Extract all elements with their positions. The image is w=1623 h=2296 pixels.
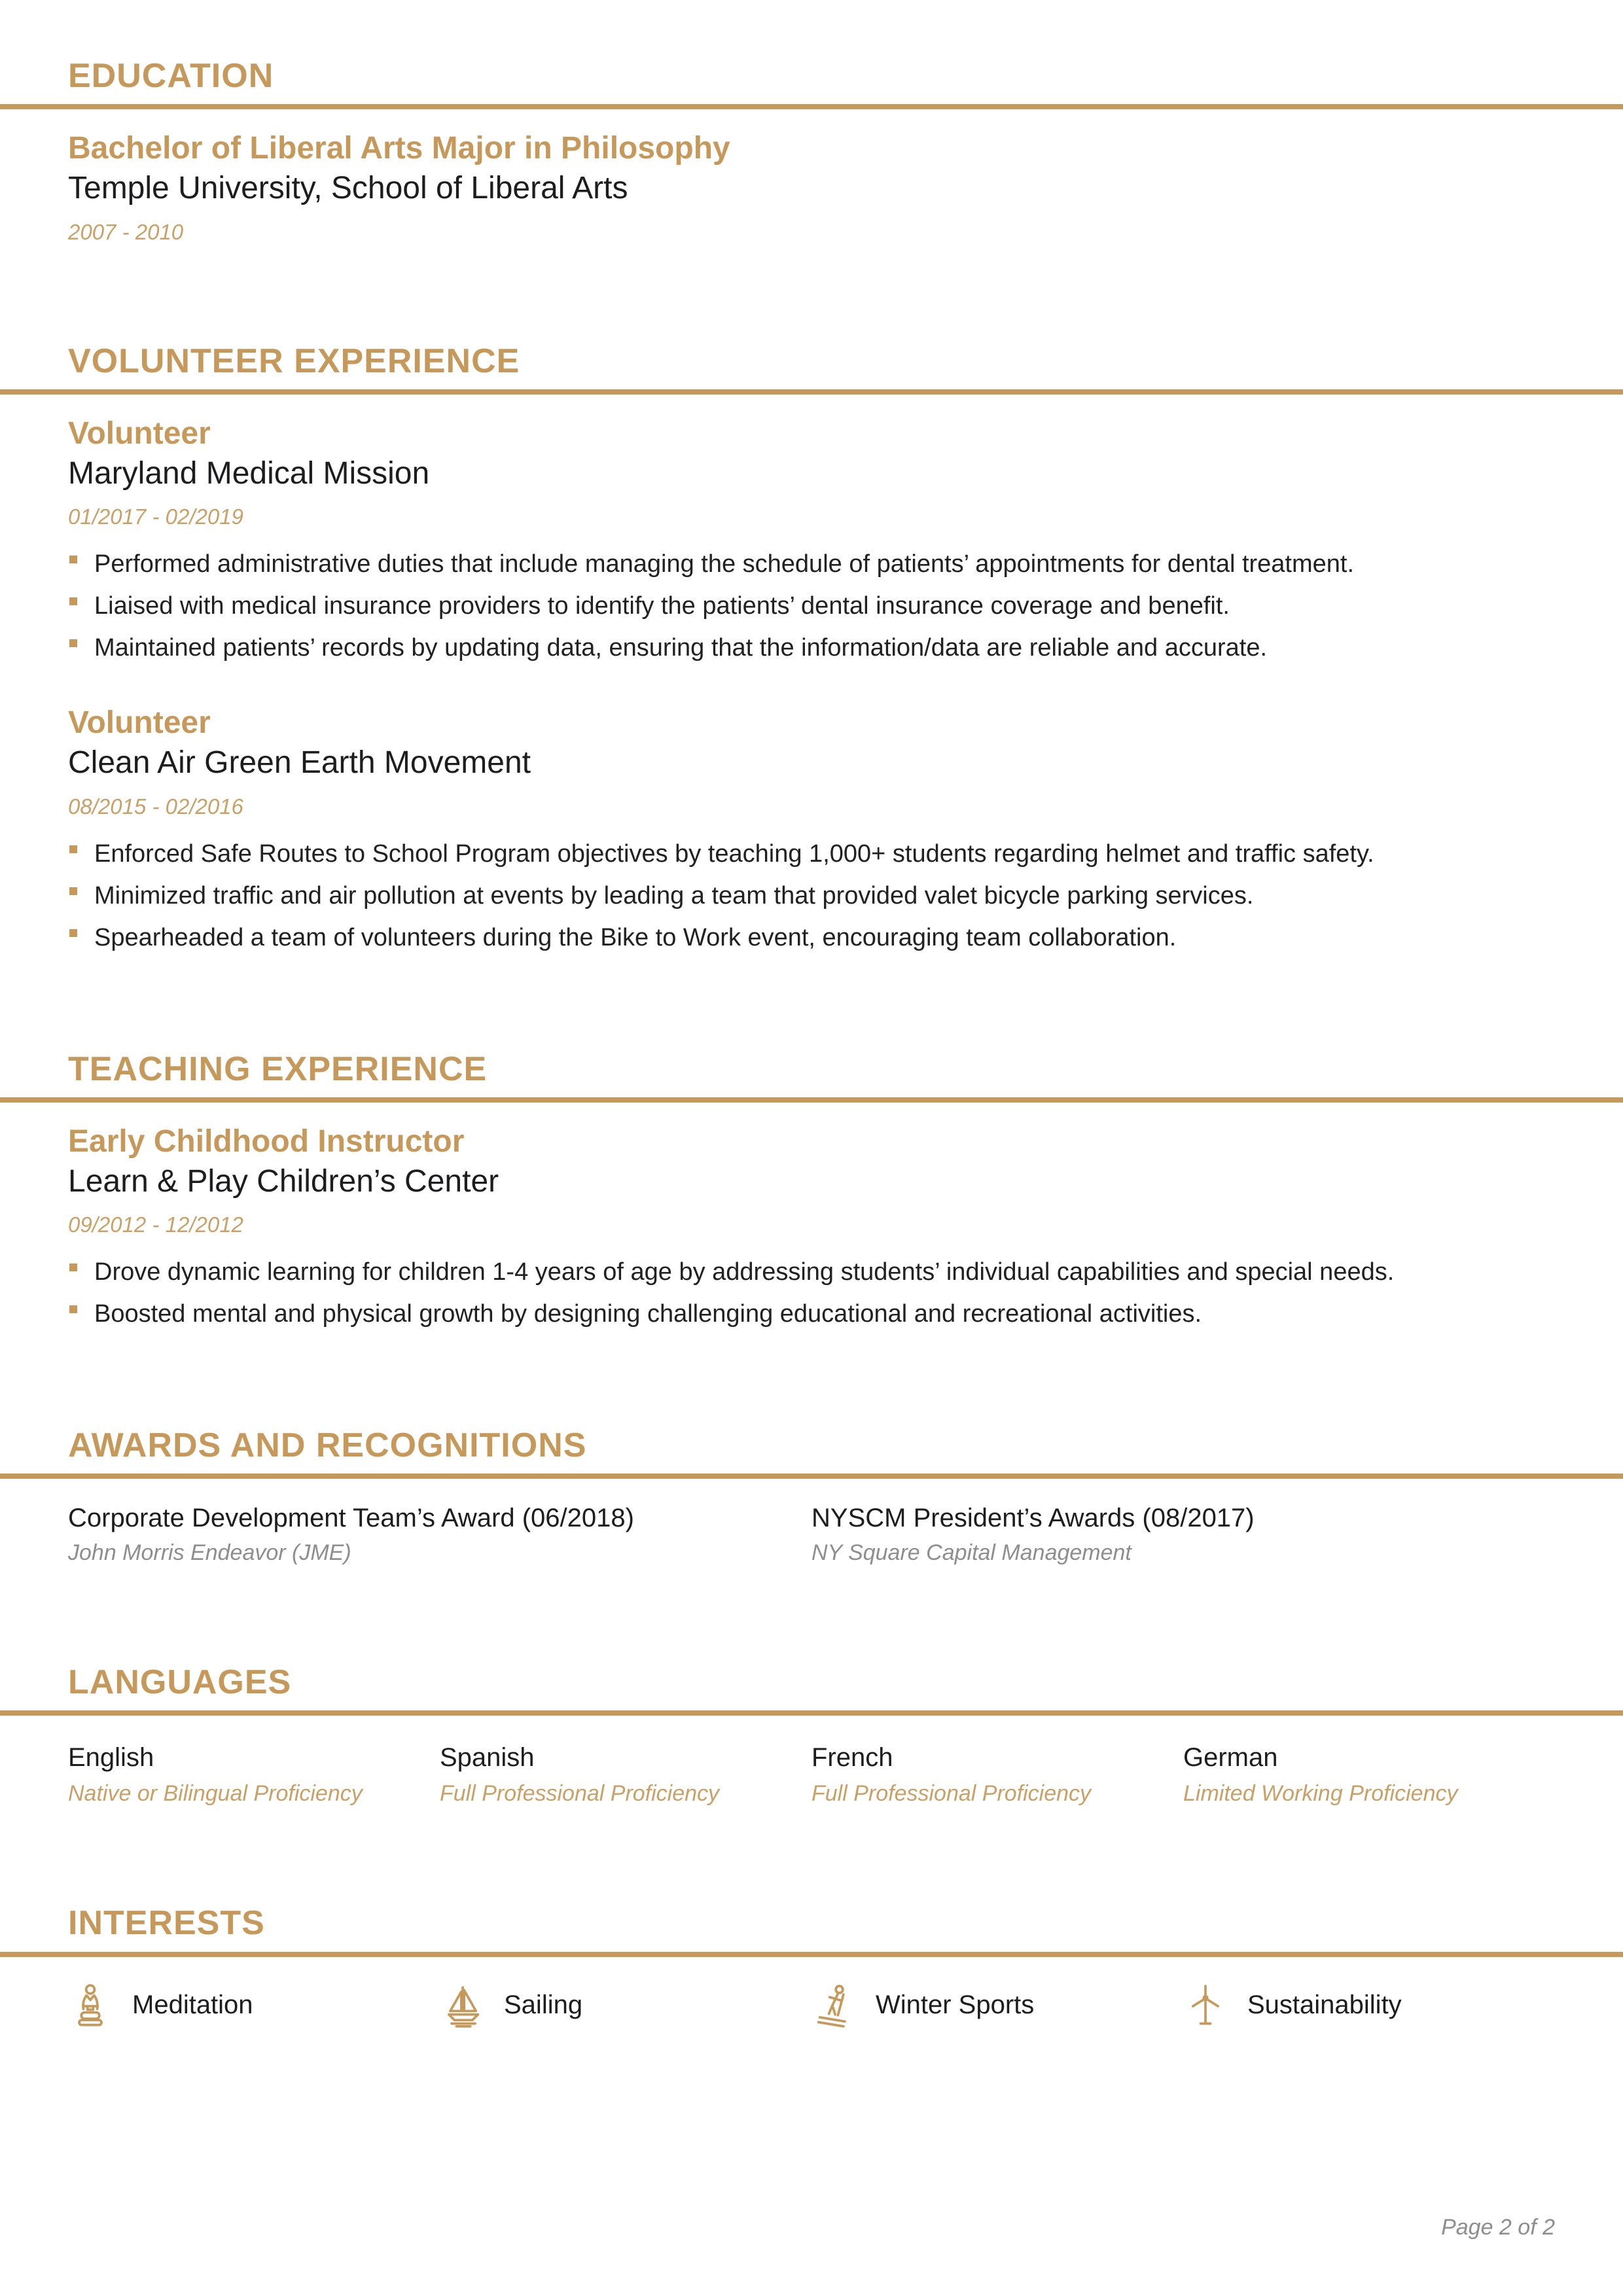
education-heading: EDUCATION <box>68 57 274 95</box>
language-item <box>812 1742 1183 1807</box>
section-divider <box>0 1952 1623 1957</box>
awards-heading: AWARDS AND RECOGNITIONS <box>68 1426 587 1465</box>
job-title: Volunteer <box>68 415 211 451</box>
organization-name: Clean Air Green Earth Movement <box>68 745 531 781</box>
duty-item: Maintained patients’ records by updating data, ensuring that the information/data are reliable and accurate. <box>68 633 1555 663</box>
duty-item: Spearheaded a team of volunteers during the Bike to Work event, encouraging team collaboration. <box>68 923 1555 953</box>
section-divider <box>0 389 1623 395</box>
duty-item: Drove dynamic learning for children 1-4 years of age by addressing students’ individual capabilities and special needs. <box>68 1257 1555 1287</box>
square-bullet-icon <box>69 597 77 605</box>
job-dates: 01/2017 - 02/2019 <box>68 504 243 529</box>
section-teaching-experience <box>68 1051 1555 1330</box>
volunteer-entry-1 <box>68 415 1555 663</box>
section-divider <box>0 1474 1623 1479</box>
interest-item <box>68 1983 440 2028</box>
language-name: French <box>812 1743 893 1773</box>
job-title: Volunteer <box>68 705 211 741</box>
section-education <box>68 58 1555 245</box>
degree-title: Bachelor of Liberal Arts Major in Philosophy <box>68 131 730 166</box>
language-name: German <box>1183 1743 1278 1773</box>
organization-name: Learn & Play Children’s Center <box>68 1163 499 1199</box>
job-title: Early Childhood Instructor <box>68 1123 465 1159</box>
teaching-entry <box>68 1123 1555 1329</box>
language-item <box>1183 1742 1555 1807</box>
language-name: Spanish <box>440 1743 535 1773</box>
language-item <box>68 1742 440 1807</box>
section-divider <box>0 104 1623 109</box>
interest-item <box>1183 1983 1555 2028</box>
meditation-icon <box>68 1983 113 2028</box>
award-title: NYSCM President’s Awards (08/2017) <box>812 1504 1255 1533</box>
education-entry <box>68 130 1555 244</box>
language-level: Native or Bilingual Proficiency <box>68 1781 363 1807</box>
languages-grid <box>68 1742 1555 1807</box>
duty-list <box>68 1257 1555 1329</box>
square-bullet-icon <box>69 639 77 647</box>
interest-item <box>812 1983 1183 2028</box>
volunteer-entry-2 <box>68 705 1555 952</box>
wind-turbine-icon <box>1183 1983 1228 2028</box>
interests-grid <box>68 1983 1555 2028</box>
award-item <box>812 1502 1555 1566</box>
section-volunteer-experience <box>68 343 1555 953</box>
duty-list <box>68 549 1555 663</box>
languages-heading: LANGUAGES <box>68 1663 292 1702</box>
volunteer-heading: VOLUNTEER EXPERIENCE <box>68 342 520 380</box>
square-bullet-icon <box>69 887 77 895</box>
job-dates: 08/2015 - 02/2016 <box>68 794 243 819</box>
duty-item: Liaised with medical insurance providers to identify the patients’ dental insurance coverage and benefit. <box>68 591 1555 621</box>
language-name: English <box>68 1743 154 1773</box>
section-divider <box>0 1097 1623 1103</box>
interest-item <box>440 1983 812 2028</box>
interest-label: Winter Sports <box>876 1990 1035 2020</box>
square-bullet-icon <box>69 1305 77 1313</box>
awards-grid <box>68 1502 1555 1566</box>
teaching-heading: TEACHING EXPERIENCE <box>68 1050 488 1088</box>
school-name: Temple University, School of Liberal Arts <box>68 171 628 206</box>
sailboat-icon <box>440 1983 484 2028</box>
education-dates: 2007 - 2010 <box>68 219 184 244</box>
language-item <box>440 1742 812 1807</box>
square-bullet-icon <box>69 929 77 937</box>
language-level: Full Professional Proficiency <box>812 1781 1092 1807</box>
duty-item: Minimized traffic and air pollution at events by leading a team that provided valet bicycle parking services. <box>68 881 1555 911</box>
award-issuer: NY Square Capital Management <box>812 1540 1132 1566</box>
duty-item: Enforced Safe Routes to School Program objectives by teaching 1,000+ students regarding helmet and traffic safety. <box>68 839 1555 869</box>
interest-label: Meditation <box>132 1990 253 2020</box>
duty-item: Boosted mental and physical growth by designing challenging educational and recreational activities. <box>68 1299 1555 1329</box>
section-divider <box>0 1710 1623 1716</box>
interest-label: Sailing <box>504 1990 583 2020</box>
skier-icon <box>812 1983 856 2028</box>
organization-name: Maryland Medical Mission <box>68 455 430 491</box>
square-bullet-icon <box>69 845 77 853</box>
square-bullet-icon <box>69 556 77 563</box>
page-number: Page 2 of 2 <box>1441 2215 1555 2240</box>
language-level: Limited Working Proficiency <box>1183 1781 1458 1807</box>
section-interests <box>68 1905 1555 2027</box>
language-level: Full Professional Proficiency <box>440 1781 720 1807</box>
interest-label: Sustainability <box>1247 1990 1402 2020</box>
interests-heading: INTERESTS <box>68 1904 265 1943</box>
duty-item: Performed administrative duties that include managing the schedule of patients’ appointments for dental treatment. <box>68 549 1555 579</box>
square-bullet-icon <box>69 1263 77 1271</box>
award-item <box>68 1502 812 1566</box>
duty-list <box>68 839 1555 953</box>
award-title: Corporate Development Team’s Award (06/2018) <box>68 1504 634 1533</box>
award-issuer: John Morris Endeavor (JME) <box>68 1540 351 1566</box>
job-dates: 09/2012 - 12/2012 <box>68 1212 243 1237</box>
section-languages <box>68 1664 1555 1807</box>
section-awards <box>68 1427 1555 1566</box>
